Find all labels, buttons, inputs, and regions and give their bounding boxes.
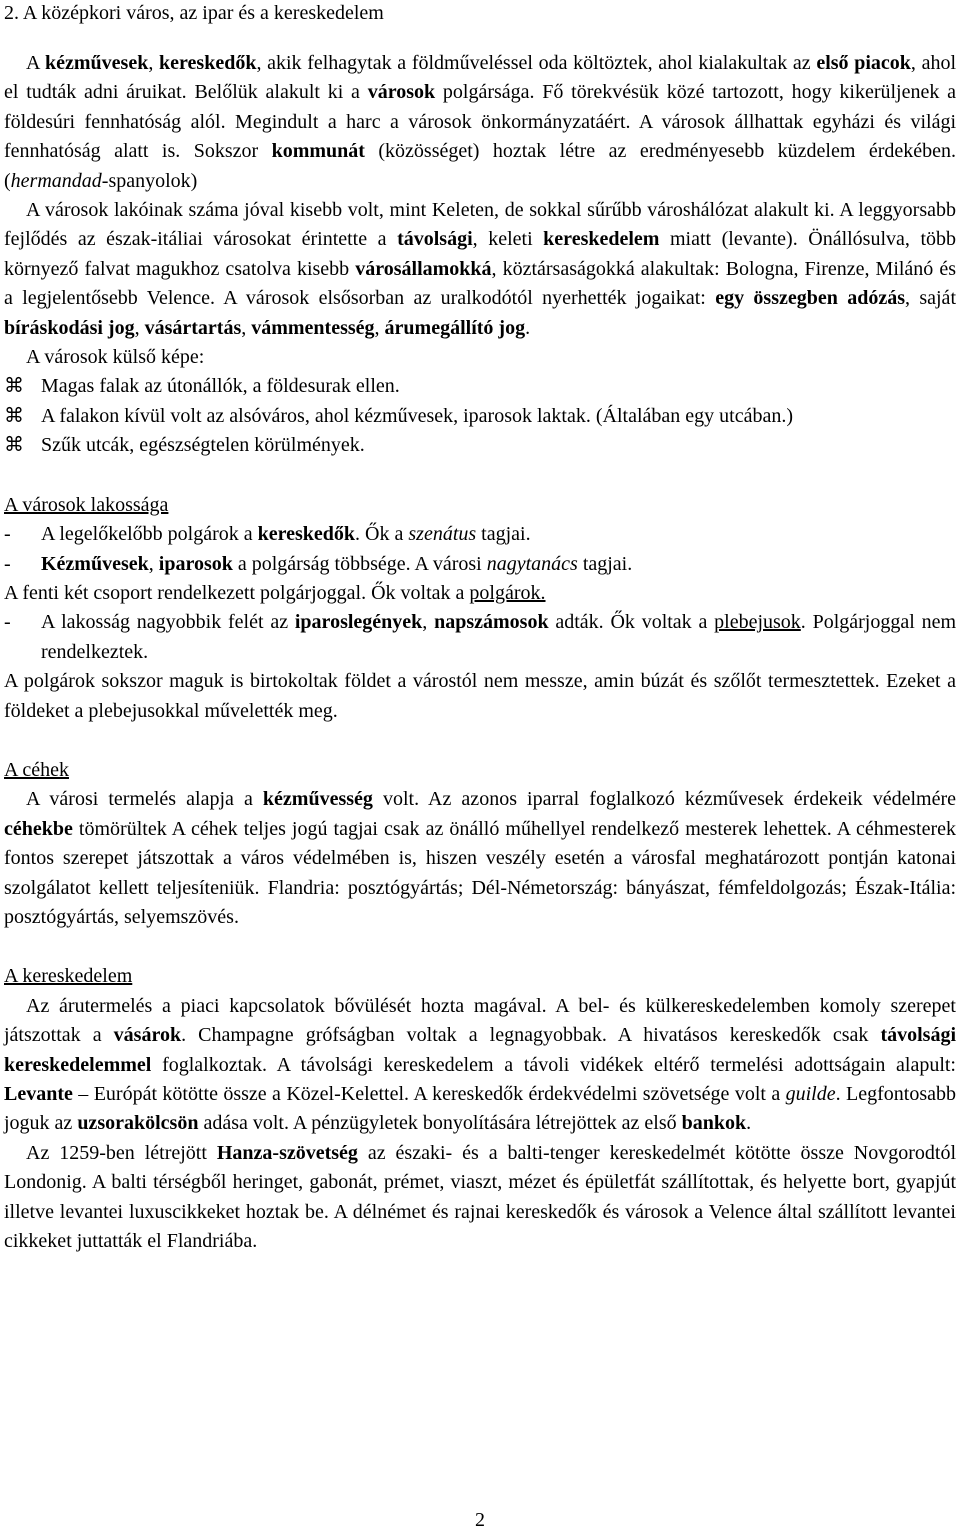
list-item-merchants: - A legelőkelőbb polgárok a kereskedők. Ők a szenátus tagjai. — [4, 523, 531, 546]
paragraph-trade: Az árutermelés a piaci kapcsolatok bővülését hozta magával. A bel- és külkereskedelemben komoly szerepet játszottak a vásárok. Champagne grófságban voltak a legnagyobbak. A hivatásos kereskedők csak távolsági kereskedelemmel foglalkoztak. A távolsági kereskedelem a távoli vidékek eltérő termelési adottságain alapult: Levante – Európát kötötte össze a Közel-Kelettel. A kereskedők érdekvédelmi szövetsége volt a guilde. Legfontosabb joguk az uzsorakölcsön adása volt. A pénzügyletek bonyolítására létrejöttek az első bankok. — [4, 994, 956, 1135]
list-item-craftsmen: - Kézművesek, iparosok a polgárság többsége. A városi nagytanács tagjai. — [4, 552, 633, 575]
section-title-trade: A kereskedelem — [4, 965, 133, 988]
paragraph-external-appearance: A városok külső képe: — [26, 346, 205, 369]
cross-bullet-icon: ⌘ — [4, 434, 24, 457]
paragraph-hansa: Az 1259-ben létrejött Hanza-szövetség az északi- és a balti-tenger kereskedelmét kötötte össze Novgorodtól Londonig. A balti térségből heringet, gabonát, prémet, viaszt, mézet és épületfát szállítottak, és helyette bort, gyapjút illetve levantei luxuscikkeket hoztak be. A délnémet és rajnai kereskedők és városok a Velence által szállított levantei cikkeket juttatták el Flandriába. — [4, 1141, 956, 1253]
cross-bullet-icon: ⌘ — [4, 404, 24, 427]
paragraph-land: A polgárok sokszor maguk is birtokoltak földet a várostól nem messze, amin búzát és szőlőt termesztettek. Ezeket a földeket a plebejusokkal művelették meg. — [4, 670, 956, 722]
paragraph-citizenship: A fenti két csoport rendelkezett polgárjoggal. Ők voltak a polgárok. — [4, 581, 546, 604]
page-number: 2 — [475, 1509, 485, 1531]
paragraph-towns-origin: A kézművesek, kereskedők, akik felhagytak a földműveléssel oda költöztek, ahol kialakultak az első piacok, ahol el tudták adni áruikat. Belőlük alakult ki a városok polgársága. Fő törekvésük közé tartozott, hogy kikerüljenek a földesúri fennhatóság alól. Megindult a harc a városok önkormányzatáért. A városok állhattak egyházi és világi fennhatóság alatt is. Sokszor kommunát (közösséget) hoztak létre az eredményesebb küzdelem érdekében. (hermandad-spanyolok) — [4, 52, 956, 192]
bullet-item: ⌘ A falakon kívül volt az alsóváros, ahol kézművesek, iparosok laktak. (Általában egy utcában.) — [4, 402, 956, 431]
bullet-item: ⌘ Magas falak az útonállók, a földesurak ellen. — [4, 372, 956, 401]
document-page — [4, 0, 956, 1256]
paragraph-guilds: A városi termelés alapja a kézművesség volt. Az azonos iparral foglalkozó kézművesek érdekeik védelmére céhekbe tömörültek A céhek teljes jogú tagjai csak az önálló műhellyel rendelkező mesterek lehettek. A céhmesterek fontos szerepet játszottak a város védelmében is, hiszen veszély esetén a városfal meghatározott pontján katonai szolgálatot kellett teljesíteniük. Flandria: posztógyártás; Dél-Németország: bányászat, fémfeldolgozás; Észak-Itália: posztógyártás, selyemszövés. — [4, 788, 956, 928]
bullet-item: ⌘ Szűk utcák, egészségtelen körülmények. — [4, 431, 956, 460]
cross-bullet-icon: ⌘ — [4, 375, 24, 398]
paragraph-town-network: A városok lakóinak száma jóval kisebb volt, mint Keleten, de sokkal sűrűbb városhálózat alakult ki. A leggyorsabb fejlődés az észak-itáliai városokat érintette a távolsági, keleti kereskedelem miatt (levante). Önállósulva, több környező falvat magukhoz csatolva kisebb városállamokká, köztársaságokká alakultak: Bologna, Firenze, Milánó és a legjelentősebb Velence. A városok elsősorban az uralkodótól nyerhették jogaikat: egy összegben adózás, saját bíráskodási jog, vásártartás, vámmentesség, árumegállító jog. — [4, 199, 957, 339]
section-title-population: A városok lakossága — [4, 493, 169, 516]
section-title-guilds: A céhek — [4, 758, 69, 781]
page-title: 2. A középkori város, az ipar és a kereskedelem — [4, 2, 384, 24]
list-item-plebeians: - A lakosság nagyobbik felét az iparoslegények, napszámosok adták. Ők voltak a plebejusok. Polgárjoggal nem rendelkeztek. — [4, 611, 957, 663]
